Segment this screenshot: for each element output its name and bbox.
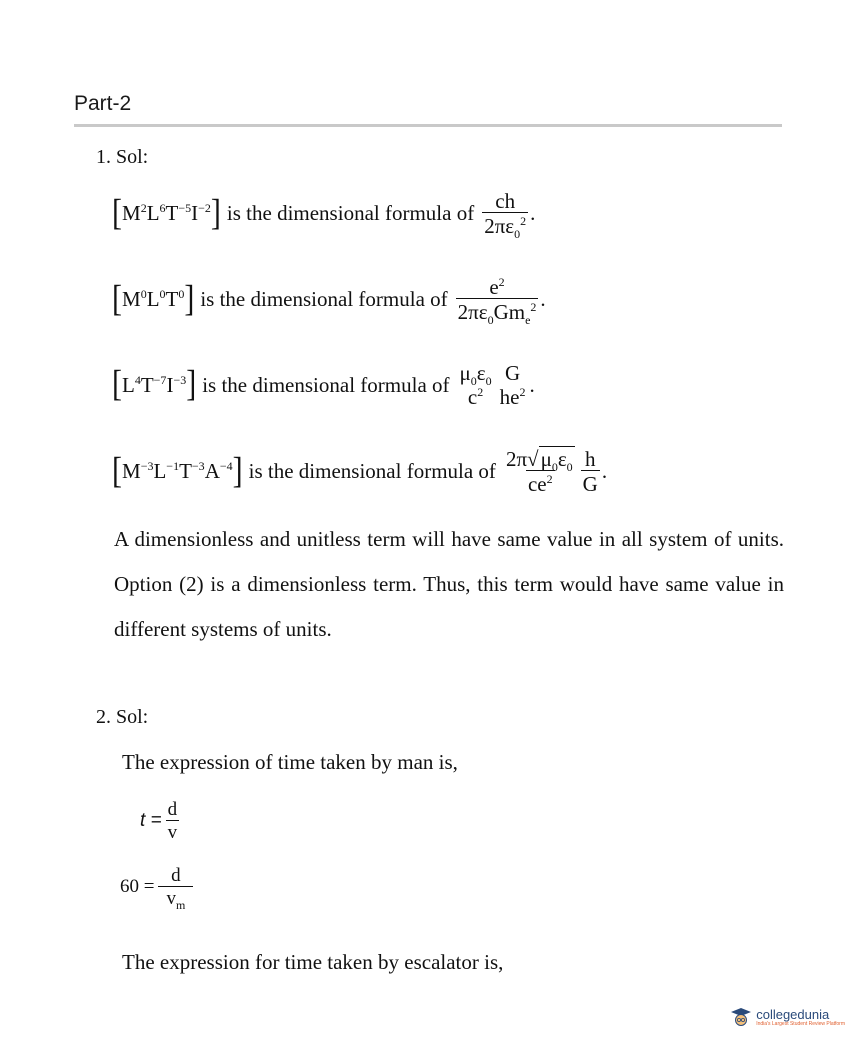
dimensionless-explanation: A dimensionless and unitless term will have same value in all system of units. Option (2) is a dimensionless term. Thus, this term would have same value in different systems of units. — [114, 527, 784, 641]
section-divider — [74, 124, 782, 127]
dimension-1: $M^2L^6T^{-5}I^{-2}$ — [122, 201, 211, 226]
graduate-icon — [730, 1006, 752, 1028]
dimension-4: $M^{-3}L^{-1}T^{-3}A^{-4}$ — [122, 459, 233, 484]
expression-4b: $\frac{h}{G}$ — [582, 447, 598, 497]
question-2-outro: The expression for time taken by escalator is, — [122, 950, 504, 974]
equation-time-man: t = $\frac{d}{v}$ — [140, 799, 178, 843]
logo-tagline: India's Largest Student Review Platform — [756, 1020, 845, 1027]
dimension-3: $L^4T^{-7}I^{-3}$ — [122, 372, 187, 397]
formula-row-4: [ $M^{-3}L^{-1}T^{-3}A^{-4}$ ] is the dimensional formula of $\frac{2\pi√\mu_0\varepsilon_0}{ce^2}$ $\frac{h}{G}$ . — [112, 447, 608, 497]
dimension-2: $M^0L^0T^0$ — [122, 287, 185, 312]
question-2-intro: The expression of time taken by man is, — [122, 750, 458, 774]
expression-3b: G $he^2$ — [499, 361, 526, 410]
expression-3a: $\mu_0\varepsilon_0$ $c^2$ — [459, 361, 492, 410]
connector-text-3: is the dimensional formula of — [202, 372, 450, 397]
logo-name: collegedunia — [756, 1006, 830, 1022]
expression-4a: $\frac{2\pi√\mu_0\varepsilon_0}{ce^2}$ — [505, 447, 573, 497]
connector-text-4: is the dimensional formula of — [248, 459, 496, 484]
question-2-label: 2. Sol: — [96, 706, 149, 728]
equation-60: 60 = $\frac{d}{v_m}$ — [120, 866, 195, 909]
question-1-label: 1. Sol: — [96, 146, 149, 168]
collegedunia-logo — [730, 1006, 845, 1028]
expression-1: $\frac{ch}{2\pi\varepsilon_0^2}$ — [484, 189, 527, 242]
connector-text-2: is the dimensional formula of — [200, 287, 448, 312]
part-title: Part-2 — [74, 92, 132, 115]
formula-row-3: [ $L^4T^{-7}I^{-3}$ ] is the dimensional formula of $\mu_0\varepsilon_0$ $c^2$ G $he^2$ . — [112, 361, 535, 410]
formula-row-2: [ $M^0L^0T^0$ ] is the dimensional formula of $\frac{e^2}{2\pi\varepsilon_0Gm_e^2}$ . — [112, 275, 546, 328]
connector-text-1: is the dimensional formula of — [226, 201, 475, 226]
formula-row-1: [ $M^2L^6T^{-5}I^{-2}$ ] is the dimensional formula of $\frac{ch}{2\pi\varepsilon_0^2}$ . — [112, 189, 536, 242]
expression-2: $\frac{e^2}{2\pi\varepsilon_0Gm_e^2}$ — [457, 275, 537, 328]
